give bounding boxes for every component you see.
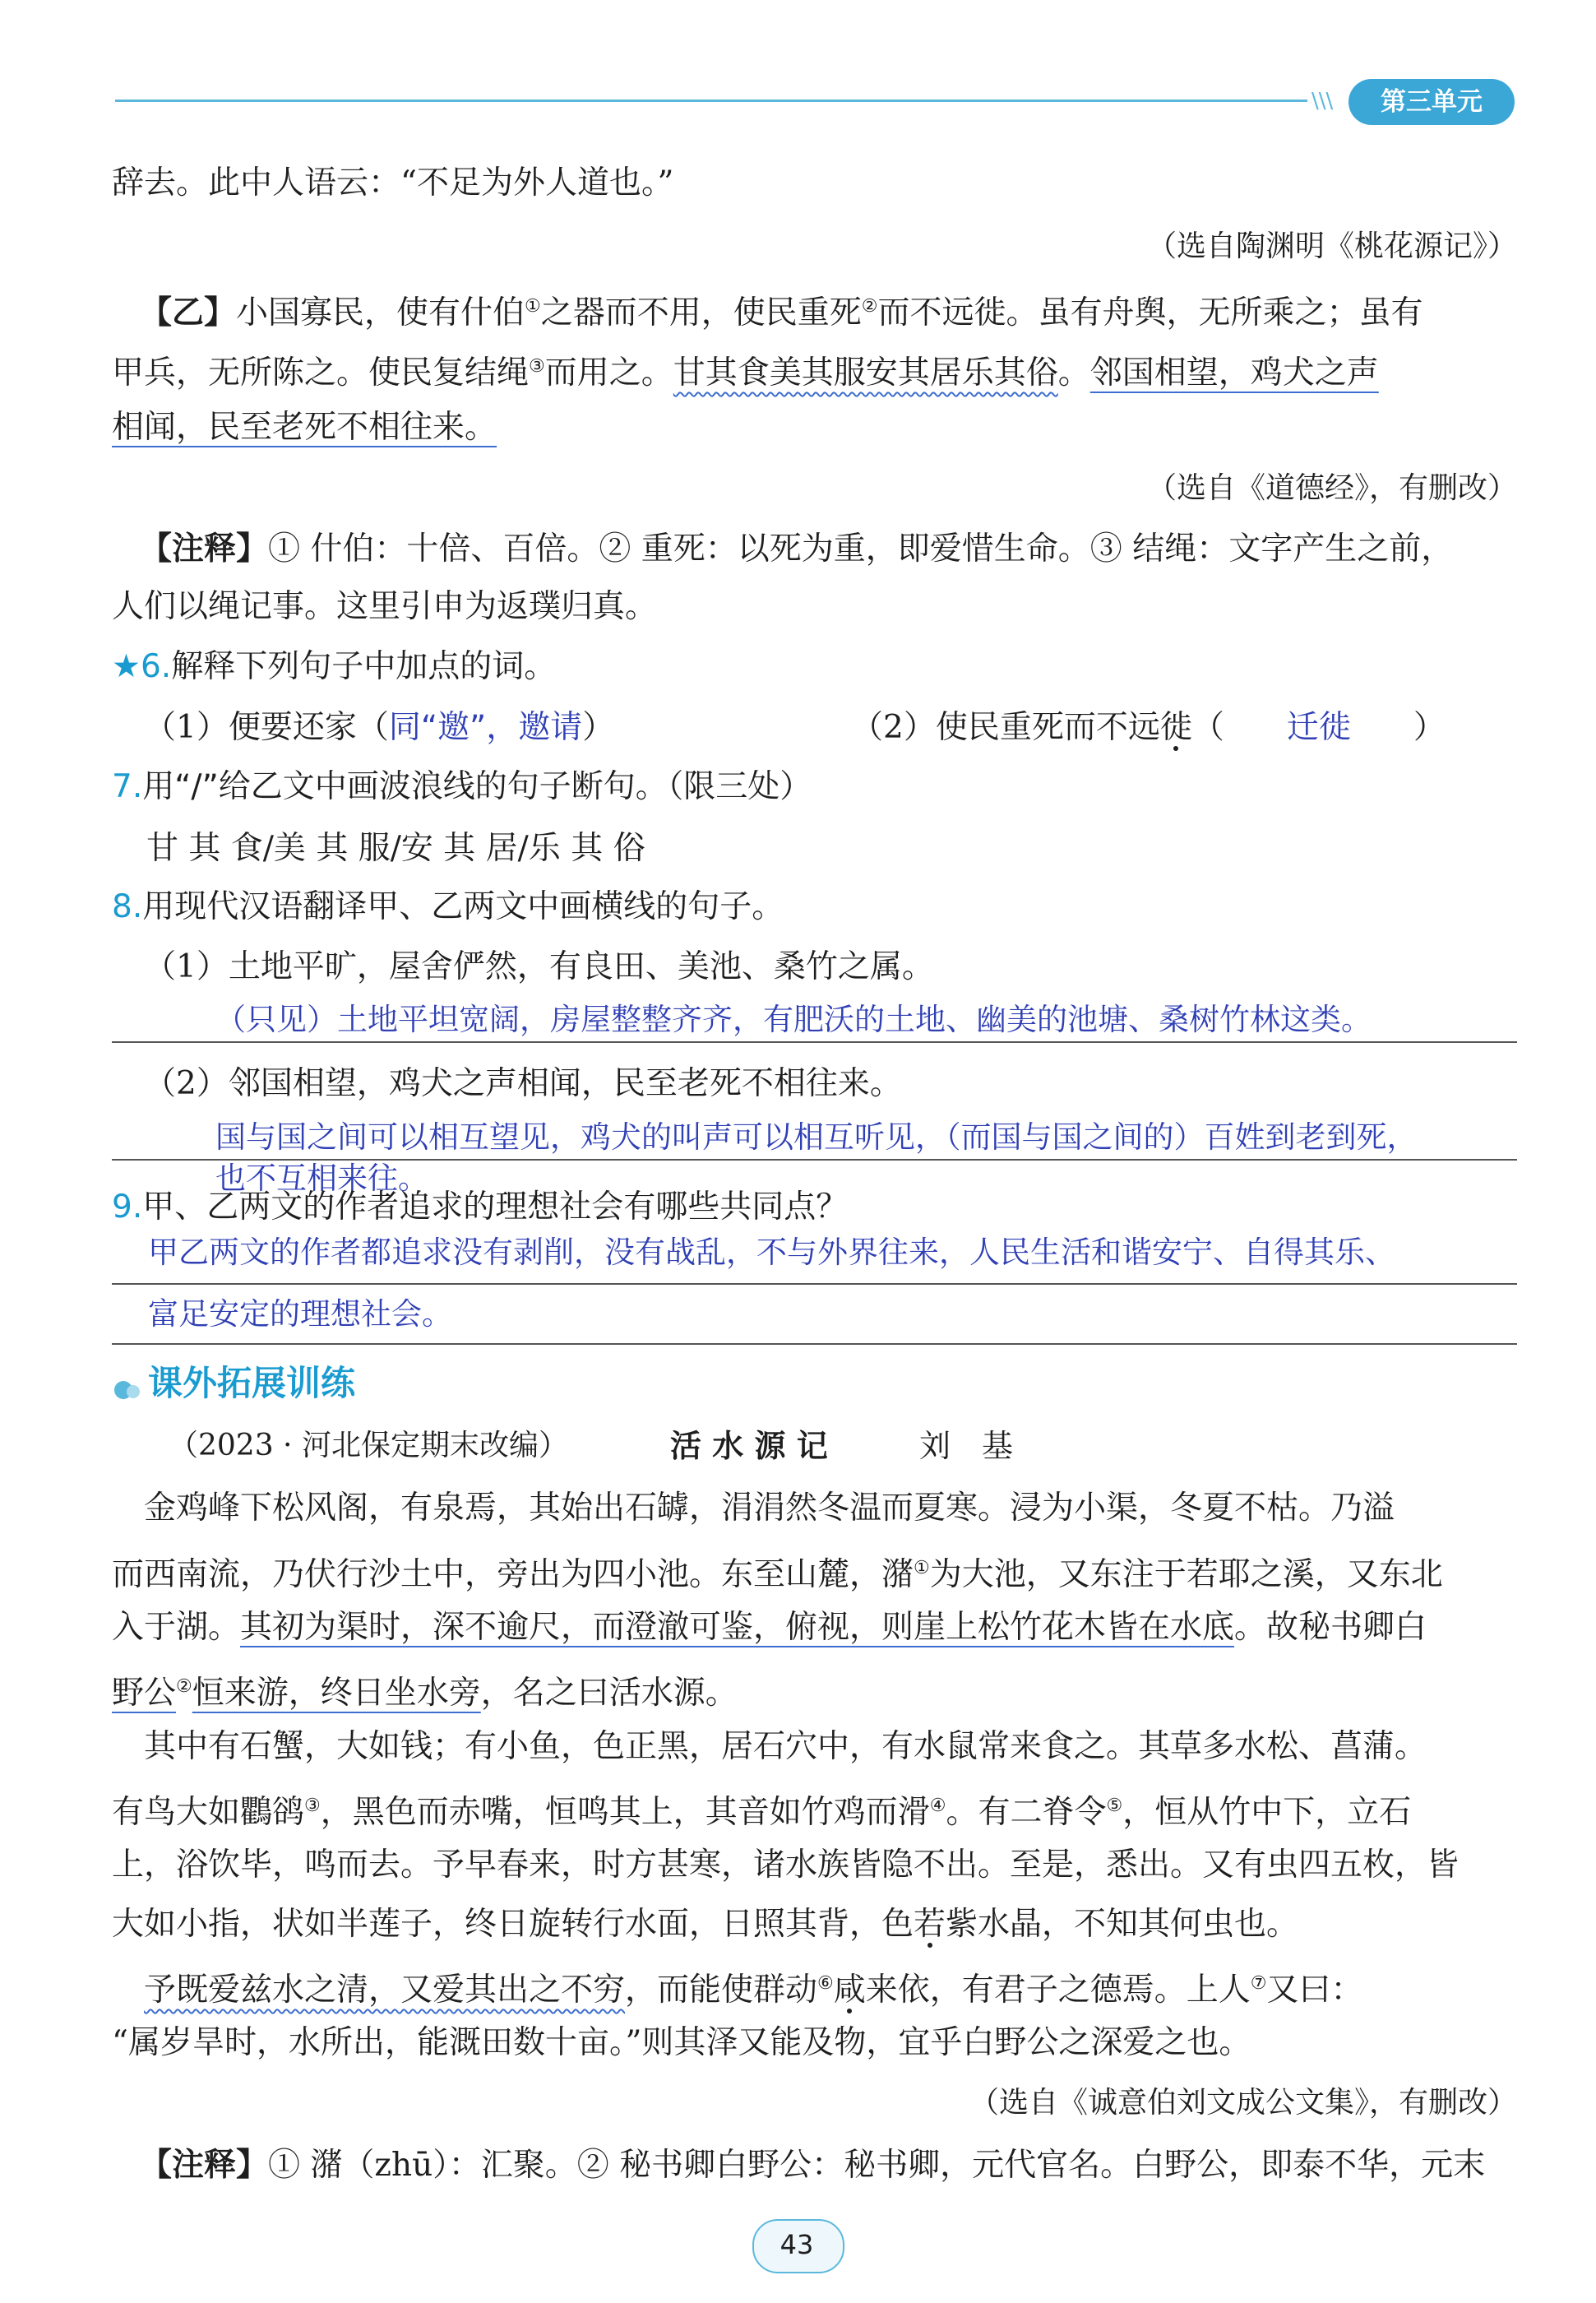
q8-answer-1: （只见）土地平坦宽阔，房屋整整齐齐，有肥沃的土地、幽美的池塘、桑树竹林这类。 bbox=[215, 1002, 1372, 1037]
q8-p2: （2）邻国相望，鸡犬之声相闻，民至老死不相往来。 bbox=[144, 1065, 902, 1102]
article-origin: （2023 · 河北保定期末改编） bbox=[169, 1429, 568, 1462]
q7-line: 7.用“/”给乙文中画波浪线的句子断句。（限三处） bbox=[112, 768, 812, 805]
q6-p2: （2）使民重死而不远徙（ 迁徙 ） bbox=[851, 705, 1446, 751]
yi-line-2: 甲兵，无所陈之。使民复结绳③而用之。甘其食美其服安其居乐其俗。邻国相望，鸡犬之声 bbox=[112, 354, 1379, 392]
q6-line: ★6.解释下列句子中加点的词。 bbox=[112, 648, 557, 685]
article-title: 活 水 源 记 bbox=[670, 1427, 828, 1464]
answer-rule bbox=[112, 1041, 1517, 1043]
q6-p1: （1）便要还家（同“邀”，邀请） bbox=[144, 709, 615, 746]
q6-answer-1: 同“邀”，邀请 bbox=[388, 709, 583, 746]
q9-answer-2: 富足安定的理想社会。 bbox=[148, 1296, 452, 1332]
star-icon: ★ bbox=[112, 648, 141, 685]
jia-source: （选自陶渊明《桃花源记》） bbox=[1146, 229, 1517, 263]
article-source: （选自《诚意伯刘文成公文集》，有删改） bbox=[969, 2086, 1517, 2120]
article-note: 【注释】① 潴（zhū）：汇聚。② 秘书卿白野公：秘书卿，元代官名。白野公，即泰不华，元末 bbox=[140, 2146, 1486, 2184]
header-slashes: \\\ bbox=[1311, 89, 1334, 114]
article-line-4: 野公②恒来游，终日坐水旁，名之曰活水源。 bbox=[112, 1675, 738, 1712]
section-title: 课外拓展训练 bbox=[148, 1363, 356, 1403]
article-line-8: 大如小指，状如半莲子，终日旋转行水面，日照其背，色若紫水晶，不知其何虫也。 bbox=[112, 1906, 1299, 1943]
article-line-3: 入于湖。其初为渠时，深不逾尺，而澄澈可鉴，俯视，则崖上松竹花木皆在水底。故秘书卿白 bbox=[112, 1609, 1427, 1646]
q9-line: 9.甲、乙两文的作者追求的理想社会有哪些共同点？ bbox=[112, 1189, 849, 1226]
q7-answer: 甘 其 食/美 其 服/安 其 居/乐 其 俗 bbox=[146, 830, 645, 867]
yi-note-1: 【注释】① 什伯：十倍、百倍。② 重死：以死为重，即爱惜生命。③ 结绳：文字产生之前， bbox=[140, 530, 1454, 568]
article-line-5: 其中有石蟹，大如钱；有小鱼，色正黑，居石穴中，有水鼠常来食之。其草多水松、菖蒲。 bbox=[144, 1728, 1427, 1765]
article-line-9: 予既爱兹水之清，又爱其出之不穷，而能使群动⑥咸来依，有君子之德焉。上人⑦又曰： bbox=[144, 1972, 1363, 2009]
article-line-6: 有鸟大如鸜鹆③，黑色而赤嘴，恒鸣其上，其音如竹鸡而滑④。有二脊令⑤，恒从竹中下，立石 bbox=[112, 1794, 1412, 1831]
yi-line-3: 相闻，民至老死不相往来。 bbox=[112, 409, 497, 446]
q8-p1: （1）土地平旷，屋舍俨然，有良田、美池、桑竹之属。 bbox=[144, 948, 934, 985]
q8-answer-2b: 也不互相来往。 bbox=[215, 1161, 428, 1196]
answer-rule bbox=[112, 1283, 1517, 1285]
header-rule bbox=[115, 100, 1307, 102]
article-line-7: 上，浴饮毕，鸣而去。予早春来，时方甚寒，诸水族皆隐不出。至是，悉出。又有虫四五枚，皆 bbox=[112, 1847, 1460, 1884]
article-line-1: 金鸡峰下松风阁，有泉焉，其始出石罅，涓涓然冬温而夏寒。浸为小渠，冬夏不枯。乃溢 bbox=[144, 1490, 1395, 1527]
answer-rule bbox=[112, 1343, 1517, 1345]
jia-tail: 辞去。此中人语云：“不足为外人道也。” bbox=[112, 164, 674, 202]
article-line-2: 而西南流，乃伏行沙土中，旁出为四小池。东至山麓，潴①为大池，又东注于若耶之溪，又东北 bbox=[112, 1556, 1443, 1593]
article-line-10: “属岁旱时，水所出，能溉田数十亩。”则其泽又能及物，宜乎白野公之深爱之也。 bbox=[112, 2024, 1251, 2061]
wavy-sentence: 甘其食美其服安其居乐其俗 bbox=[673, 354, 1058, 392]
q6-answer-2: 迁徙 bbox=[1286, 709, 1351, 746]
yi-tag: 【乙】 bbox=[140, 294, 237, 331]
q9-answer-1: 甲乙两文的作者都追求没有剥削，没有战乱，不与外界往来，人民生活和谐安宁、自得其乐、 bbox=[148, 1235, 1395, 1270]
yi-note-2: 人们以绳记事。这里引申为返璞归真。 bbox=[112, 588, 658, 625]
unit-badge: 第三单元 bbox=[1349, 79, 1515, 125]
section-icon bbox=[113, 1380, 141, 1400]
q8-line: 8.用现代汉语翻译甲、乙两文中画横线的句子。 bbox=[112, 888, 784, 925]
article-author: 刘 基 bbox=[919, 1428, 1014, 1464]
yi-source: （选自《道德经》，有删改） bbox=[1146, 471, 1517, 505]
yi-line-1: 【乙】小国寡民，使有什伯①之器而不用，使民重死②而不远徙。虽有舟舆，无所乘之；虽有 bbox=[140, 294, 1423, 331]
q8-answer-2a: 国与国之间可以相互望见，鸡犬的叫声可以相互听见，（而国与国之间的）百姓到老到死， bbox=[215, 1119, 1418, 1155]
page-number: 43 bbox=[779, 2229, 814, 2260]
